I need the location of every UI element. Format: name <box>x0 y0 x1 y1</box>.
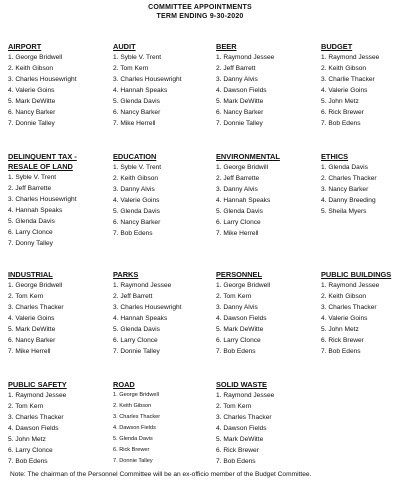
member-item: 5. Mark DeWitte <box>216 326 264 333</box>
committee-block <box>321 152 400 217</box>
committee-block <box>216 270 316 357</box>
member-list <box>321 52 400 129</box>
member-item: 1. George Bridwell <box>216 282 271 289</box>
member-item: 3. Charles Thacker <box>321 304 377 311</box>
member-item: 6. Larry Clonce <box>113 337 158 344</box>
term-ending: TERM ENDING 9-30-2020 <box>156 13 244 20</box>
member-item: 1. Raymond Jessee <box>216 392 275 399</box>
member-item: 1. Raymond Jessee <box>321 282 380 289</box>
member-list <box>8 390 108 467</box>
footnote: Note: The chairman of the Personnel Committee will be an ex-officio member of the Budget Committee. <box>10 471 312 478</box>
member-item: 4. Danny Breeding <box>321 197 376 204</box>
member-item: 3. Danny Alvis <box>216 304 258 311</box>
committee-title: DELINQUENT TAX - <box>8 152 77 161</box>
member-item: 2. Keith Gibson <box>113 175 159 182</box>
member-item: 4. Dawson Fields <box>216 425 267 432</box>
committee-block <box>8 380 108 467</box>
member-item: 5. Mark DeWitte <box>8 326 56 333</box>
committee-title: ROAD <box>113 380 135 389</box>
member-item: 4. Hannah Speaks <box>113 315 168 322</box>
member-list <box>321 280 400 357</box>
member-item: 5. Glenda Davis <box>113 326 160 333</box>
member-item: 5. Glenda Davis <box>113 208 160 215</box>
member-item: 7. Donnie Talley <box>113 348 160 355</box>
member-item: 2. Tom Kern <box>216 293 252 300</box>
member-item: 6. Larry Clonce <box>216 219 261 226</box>
member-item: 7. Donnie Talley <box>216 120 263 127</box>
document-header <box>0 0 400 21</box>
member-item: 4. Hannah Speaks <box>113 87 168 94</box>
member-item: 2. Charles Thacker <box>321 175 377 182</box>
member-item: 2. Tom Kern <box>216 403 252 410</box>
member-item: 2. Jeff Barrett <box>113 293 153 300</box>
member-list <box>8 52 108 129</box>
member-item: 1. Raymond Jessee <box>321 54 380 61</box>
member-item: 4. Valerie Goins <box>321 315 368 322</box>
member-item: 2. Keith Gibson <box>113 403 152 409</box>
member-item: 1. Syble V. Trent <box>113 54 162 61</box>
member-item: 3. Charles Housewright <box>113 304 182 311</box>
committee-block <box>113 270 213 357</box>
committee-title: BEER <box>216 42 237 51</box>
member-item: 2. Keith Gibson <box>321 293 367 300</box>
member-list <box>113 390 213 467</box>
member-item: 7. Bob Edens <box>321 120 361 127</box>
committee-block <box>321 42 400 129</box>
member-item: 3. Charles Housewright <box>8 76 77 83</box>
member-item: 6. Larry Clonce <box>8 229 53 236</box>
member-item: 5. Sheila Myers <box>321 208 367 215</box>
member-item: 2. Jeff Barrette <box>8 185 52 192</box>
member-item: 4. Valerie Goins <box>321 87 368 94</box>
member-item: 4. Dawson Fields <box>8 425 59 432</box>
committee-title: PUBLIC BUILDINGS <box>321 270 392 279</box>
member-list <box>216 390 316 467</box>
committee-block <box>216 380 316 467</box>
member-item: 6. Nancy Barker <box>113 219 161 226</box>
member-item: 1. George Bridwell <box>8 282 63 289</box>
member-item: 6. Nancy Barker <box>8 337 56 344</box>
member-item: 4. Dawson Fields <box>216 315 267 322</box>
member-item: 1. George Bridwill <box>216 164 269 171</box>
member-list <box>113 280 213 357</box>
committee-grid <box>8 42 394 496</box>
committee-title: INDUSTRIAL <box>8 270 53 279</box>
member-item: 6. Nancy Barker <box>8 109 56 116</box>
member-item: 1. Syble V. Trent <box>8 174 57 181</box>
member-item: 7. Mike Herrell <box>113 120 156 127</box>
member-item: 7. Bob Edens <box>113 230 153 237</box>
committee-title: AIRPORT <box>8 42 42 51</box>
document-title: COMMITTEE APPOINTMENTS <box>148 4 252 11</box>
member-item: 1. Raymond Jessee <box>113 282 172 289</box>
member-list <box>113 162 213 239</box>
committee-title: BUDGET <box>321 42 353 51</box>
member-item: 2. Tom Kern <box>8 403 44 410</box>
member-item: 6. Rick Brewer <box>113 447 150 453</box>
member-item: 6. Rick Brewer <box>321 337 364 344</box>
member-list <box>216 280 316 357</box>
committee-title: ENVIRONMENTAL <box>216 152 280 161</box>
member-item: 3. Danny Alvis <box>216 186 258 193</box>
member-item: 5. Mark DeWitte <box>216 436 264 443</box>
member-item: 5. Glenda Davis <box>113 98 160 105</box>
member-item: 3. Charles Thacker <box>113 414 161 420</box>
member-item: 4. Dawson Fields <box>113 425 156 431</box>
committee-title: AUDIT <box>113 42 136 51</box>
committee-block <box>113 152 213 239</box>
member-item: 1. Syble V. Trent <box>113 164 162 171</box>
member-item: 1. Glenda Davis <box>321 164 368 171</box>
member-item: 6. Nancy Barker <box>216 109 264 116</box>
member-item: 5. Glenda Davis <box>8 218 55 225</box>
member-item: 5. John Metz <box>321 98 359 105</box>
member-item: 7. Bob Edens <box>216 458 256 465</box>
member-item: 2. Tom Kern <box>113 65 149 72</box>
member-item: 3. Nancy Barker <box>321 186 369 193</box>
member-item: 4. Valerie Goins <box>8 315 55 322</box>
member-item: 4. Hannah Speaks <box>8 207 63 214</box>
committee-row <box>8 42 394 152</box>
member-item: 5. Glenda Davis <box>113 436 153 442</box>
member-item: 1. George Bridwell <box>113 392 160 398</box>
member-item: 5. Mark DeWitte <box>8 98 56 105</box>
committee-block <box>113 380 213 467</box>
member-list <box>321 162 400 217</box>
member-item: 6. Larry Clonce <box>216 337 261 344</box>
member-item: 1. Raymond Jessee <box>8 392 67 399</box>
member-item: 2. Keith Gibson <box>321 65 367 72</box>
committee-title-line-2: RESALE OF LAND <box>8 162 73 171</box>
member-item: 6. Rick Brewer <box>321 109 364 116</box>
member-item: 5. Glenda Davis <box>216 208 263 215</box>
member-item: 2. Keith Gibson <box>8 65 54 72</box>
committee-title: PARKS <box>113 270 139 279</box>
member-item: 7. Mike Herrell <box>8 348 51 355</box>
member-item: 1. George Bridwell <box>8 54 63 61</box>
committee-title: PERSONNEL <box>216 270 262 279</box>
member-item: 3. Danny Alvis <box>216 76 258 83</box>
committee-title: EDUCATION <box>113 152 157 161</box>
member-item: 6. Rick Brewer <box>216 447 259 454</box>
member-item: 3. Charles Thacker <box>8 414 64 421</box>
member-item: 7. Bob Edens <box>321 348 361 355</box>
member-item: 3. Charles Thacker <box>216 414 272 421</box>
member-item: 7. Donnie Talley <box>113 458 153 464</box>
member-list <box>113 52 213 129</box>
member-item: 7. Bob Edens <box>216 348 256 355</box>
committee-block <box>321 270 400 357</box>
committee-block <box>216 42 316 129</box>
member-item: 3. Charlie Thacker <box>321 76 375 83</box>
committee-block <box>8 152 108 249</box>
committee-block <box>113 42 213 129</box>
member-item: 2. Jeff Barrett <box>216 65 256 72</box>
member-list <box>216 162 316 239</box>
committee-row <box>8 152 394 270</box>
committee-block <box>216 152 316 239</box>
member-item: 1. Raymond Jessee <box>216 54 275 61</box>
member-item: 5. Mark DeWitte <box>216 98 264 105</box>
committee-title: SOLID WASTE <box>216 380 267 389</box>
member-item: 7. Mike Herrell <box>216 230 259 237</box>
member-item: 4. Valerie Goins <box>8 87 55 94</box>
committee-title: ETHICS <box>321 152 349 161</box>
member-item: 5. John Metz <box>8 436 46 443</box>
member-item: 4. Valerie Goins <box>113 197 160 204</box>
committee-title: PUBLIC SAFETY <box>8 380 67 389</box>
member-item: 2. Jeff Barrette <box>216 175 260 182</box>
member-item: 5. John Metz <box>321 326 359 333</box>
member-item: 4. Dawson Fields <box>216 87 267 94</box>
member-item: 6. Nancy Barker <box>113 109 161 116</box>
member-item: 2. Tom Kern <box>8 293 44 300</box>
member-list <box>216 52 316 129</box>
member-item: 7. Donny Talley <box>8 240 53 247</box>
member-item: 7. Donnie Talley <box>8 120 55 127</box>
member-item: 3. Charles Housewright <box>113 76 182 83</box>
member-list <box>8 280 108 357</box>
member-item: 6. Larry Clonce <box>8 447 53 454</box>
member-item: 4. Hannah Speaks <box>216 197 271 204</box>
member-item: 3. Charles Housewright <box>8 196 77 203</box>
member-item: 3. Danny Alvis <box>113 186 155 193</box>
member-item: 3. Charles Thacker <box>8 304 64 311</box>
committee-block <box>8 42 108 129</box>
member-list <box>8 172 108 249</box>
committee-row <box>8 270 394 380</box>
member-item: 7. Bob Edens <box>8 458 48 465</box>
committee-block <box>8 270 108 357</box>
